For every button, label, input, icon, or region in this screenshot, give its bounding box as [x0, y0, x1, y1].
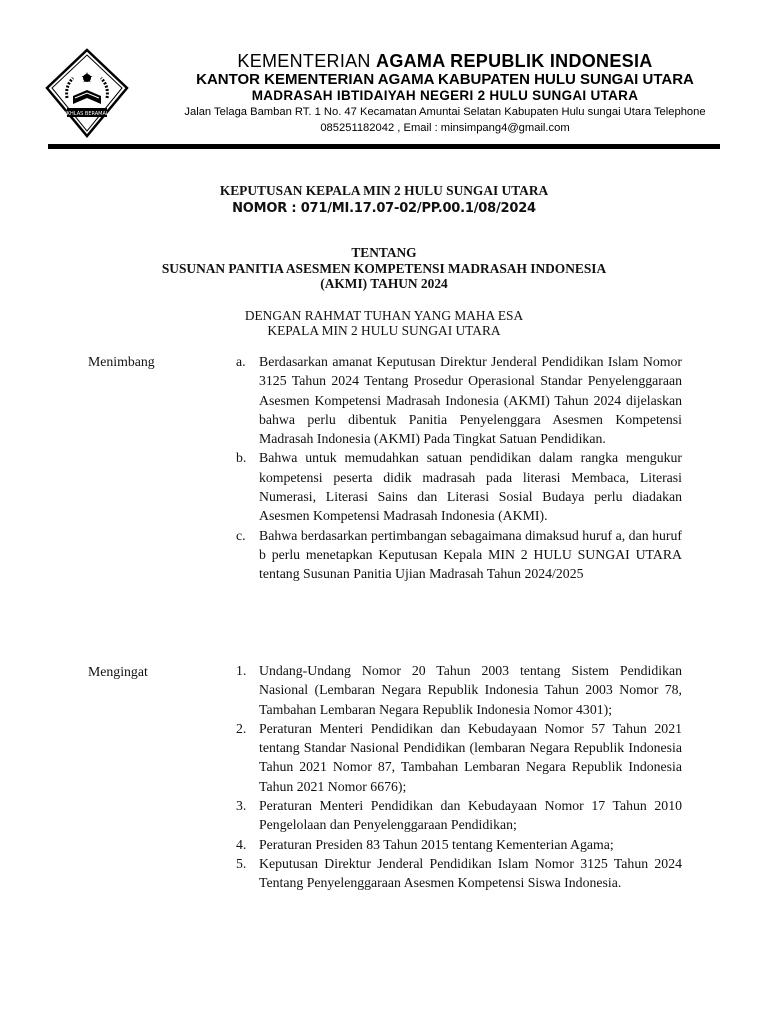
list-marker: c. — [236, 527, 246, 543]
decree-number: NOMOR : 071/MI.17.07-02/PP.00.1/08/2024 — [232, 201, 536, 216]
list-marker: 3. — [236, 798, 247, 814]
ministry-name: KEMENTERIAN AGAMA REPUBLIK INDONESIA — [237, 51, 653, 71]
list-item — [232, 854, 682, 893]
mengingat-label: Mengingat — [88, 664, 148, 679]
list-item — [232, 352, 682, 448]
list-item — [232, 526, 682, 584]
subject-heading: TENTANG — [351, 245, 417, 260]
list-item — [232, 719, 682, 796]
list-item-text: Berdasarkan amanat Keputusan Direktur Jenderal Pendidikan Islam Nomor 3125 Tahun 2024 Tentang Prosedur Operasional Standar Penyelenggaraan Asesmen Kompetensi Madrasah Indonesia (AKMI) Tahun 2024 dijelaskan bahwa perlu dibentuk Panitia Penyelenggara Asesmen Kompetensi Madrasah Indonesia (AKMI) Pada Tingkat Satuan Pendidikan. — [259, 354, 682, 447]
menimbang-label: Menimbang — [88, 354, 155, 369]
preamble-line-1: DENGAN RAHMAT TUHAN YANG MAHA ESA — [244, 308, 524, 323]
list-item-text: Bahwa untuk memudahkan satuan pendidikan dalam rangka mengukur kompetensi peserta didik madrasah pada literasi Membaca, Literasi Numerasi, Literasi Sains dan Literasi Sosial Budaya perlu diadakan Asesmen Kompetensi Madrasah Indonesia (AKMI). — [259, 450, 682, 524]
subject-line-2: (AKMI) TAHUN 2024 — [320, 276, 448, 291]
list-marker: 1. — [236, 663, 247, 678]
address — [155, 104, 735, 136]
letterhead-rule — [48, 144, 720, 149]
list-item-text: Bahwa berdasarkan pertimbangan sebagaimana dimaksud huruf a, dan huruf b perlu menetapkan Keputusan Kepala MIN 2 HULU SUNGAI UTARA tentang Susunan Panitia Ujian Madrasah Tahun 2024/2025 — [259, 527, 682, 582]
list-item-text: Undang-Undang Nomor 20 Tahun 2003 tentang Sistem Pendidikan Nasional (Lembaran Negara Republik Indonesia Tahun 2003 Nomor 78, Tambahan Lembaran Negara Republik Indonesia Nomor 4301); — [259, 663, 682, 717]
address-line-2: 085251182042 , Email : minsimpang4@gmail.com — [320, 122, 570, 134]
decree-title: KEPUTUSAN KEPALA MIN 2 HULU SUNGAI UTARA — [219, 183, 549, 198]
letterhead — [0, 0, 768, 155]
list-item — [232, 796, 682, 835]
list-item-text: Peraturan Menteri Pendidikan dan Kebudayaan Nomor 17 Tahun 2010 Pengelolaan dan Penyelenggaraan Pendidikan; — [259, 798, 682, 833]
preamble-line-2: KEPALA MIN 2 HULU SUNGAI UTARA — [267, 323, 501, 338]
list-item-text: Peraturan Presiden 83 Tahun 2015 tentang Kementerian Agama; — [259, 836, 614, 852]
school-name: MADRASAH IBTIDAIYAH NEGERI 2 HULU SUNGAI UTARA — [251, 88, 639, 103]
list-marker: b. — [236, 450, 247, 466]
list-item-text: Peraturan Menteri Pendidikan dan Kebudayaan Nomor 57 Tahun 2021 tentang Standar Nasional Pendidikan (lembaran Negara Republik Indonesia Tahun 2021 Nomor 87, Tambahan Lembaran Negara Republik Indonesia Tahun 2021 Nomor 6676); — [259, 720, 682, 794]
list-marker: 2. — [236, 720, 247, 736]
list-marker: a. — [236, 354, 246, 369]
list-item — [232, 661, 682, 719]
list-marker: 5. — [236, 855, 247, 871]
subject-line-1: SUSUNAN PANITIA ASESMEN KOMPETENSI MADRASAH INDONESIA — [161, 261, 607, 276]
logo-motto: IKHLAS BERAMAL — [65, 111, 109, 117]
menimbang-list — [232, 352, 682, 584]
list-marker: 4. — [236, 836, 247, 852]
mengingat-list — [232, 661, 682, 893]
kemenag-logo — [45, 48, 129, 138]
office-name: KANTOR KEMENTERIAN AGAMA KABUPATEN HULU SUNGAI UTARA — [196, 71, 694, 88]
list-item-text: Keputusan Direktur Jenderal Pendidikan Islam Nomor 3125 Tahun 2024 Tentang Penyelenggaraan Asesmen Kompetensi Siswa Indonesia. — [259, 855, 682, 891]
list-item — [232, 835, 682, 854]
list-item — [232, 448, 682, 525]
address-line-1: Jalan Telaga Bamban RT. 1 No. 47 Kecamatan Amuntai Selatan Kabupaten Hulu sungai Utara Telephone — [184, 106, 706, 118]
